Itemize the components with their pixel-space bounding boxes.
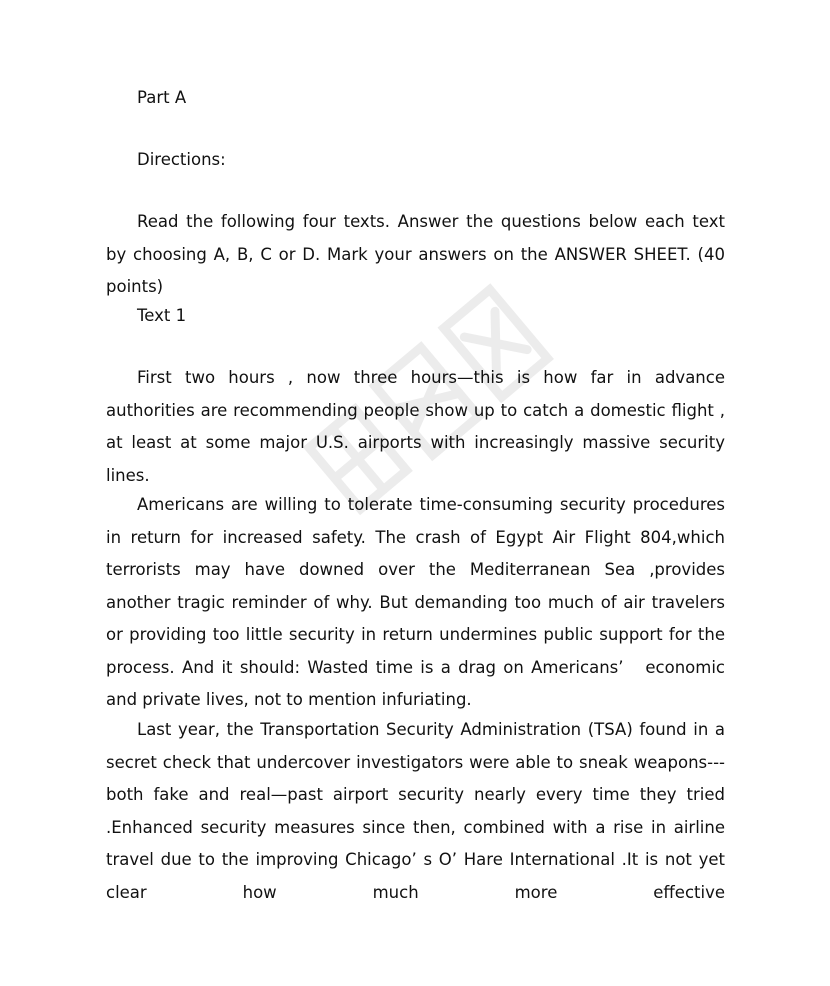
directions-text: Read the following four texts. Answer the questions below each text by choosing A, B, C or D. Mark your answers on the ANSWER SHEET. (40 points) xyxy=(106,212,725,296)
directions-label: Directions: xyxy=(137,150,226,169)
paragraph-2: Americans are willing to tolerate time-consuming security procedures in return for increased safety. The crash of Egypt Air Flight 804,which terrorists may have downed over the Mediterranean Sea ,provides another tragic reminder of why. But demanding too much of air travelers or providing too little security in return undermines public support for the process. And it should: Wasted time is a drag on Americans’ economic and private lives, not to mention infuriating. xyxy=(106,495,725,709)
text-heading: Text 1 xyxy=(137,306,187,325)
part-heading: Part A xyxy=(137,88,187,107)
paragraph-3: Last year, the Transportation Security Administration (TSA) found in a secret check that undercover investigators were able to sneak weapons---both fake and real—past airport security nearly every time they tried .Enhanced security measures since then, combined with a rise in airline travel due to the improving Chicago’ s O’ Hare International .It is not yet clear how much more effective xyxy=(106,720,725,902)
paragraph-1: First two hours , now three hours—this is how far in advance authorities are recommending people show up to catch a domestic flight , at least at some major U.S. airports with increasingly massive security lines. xyxy=(106,368,725,485)
